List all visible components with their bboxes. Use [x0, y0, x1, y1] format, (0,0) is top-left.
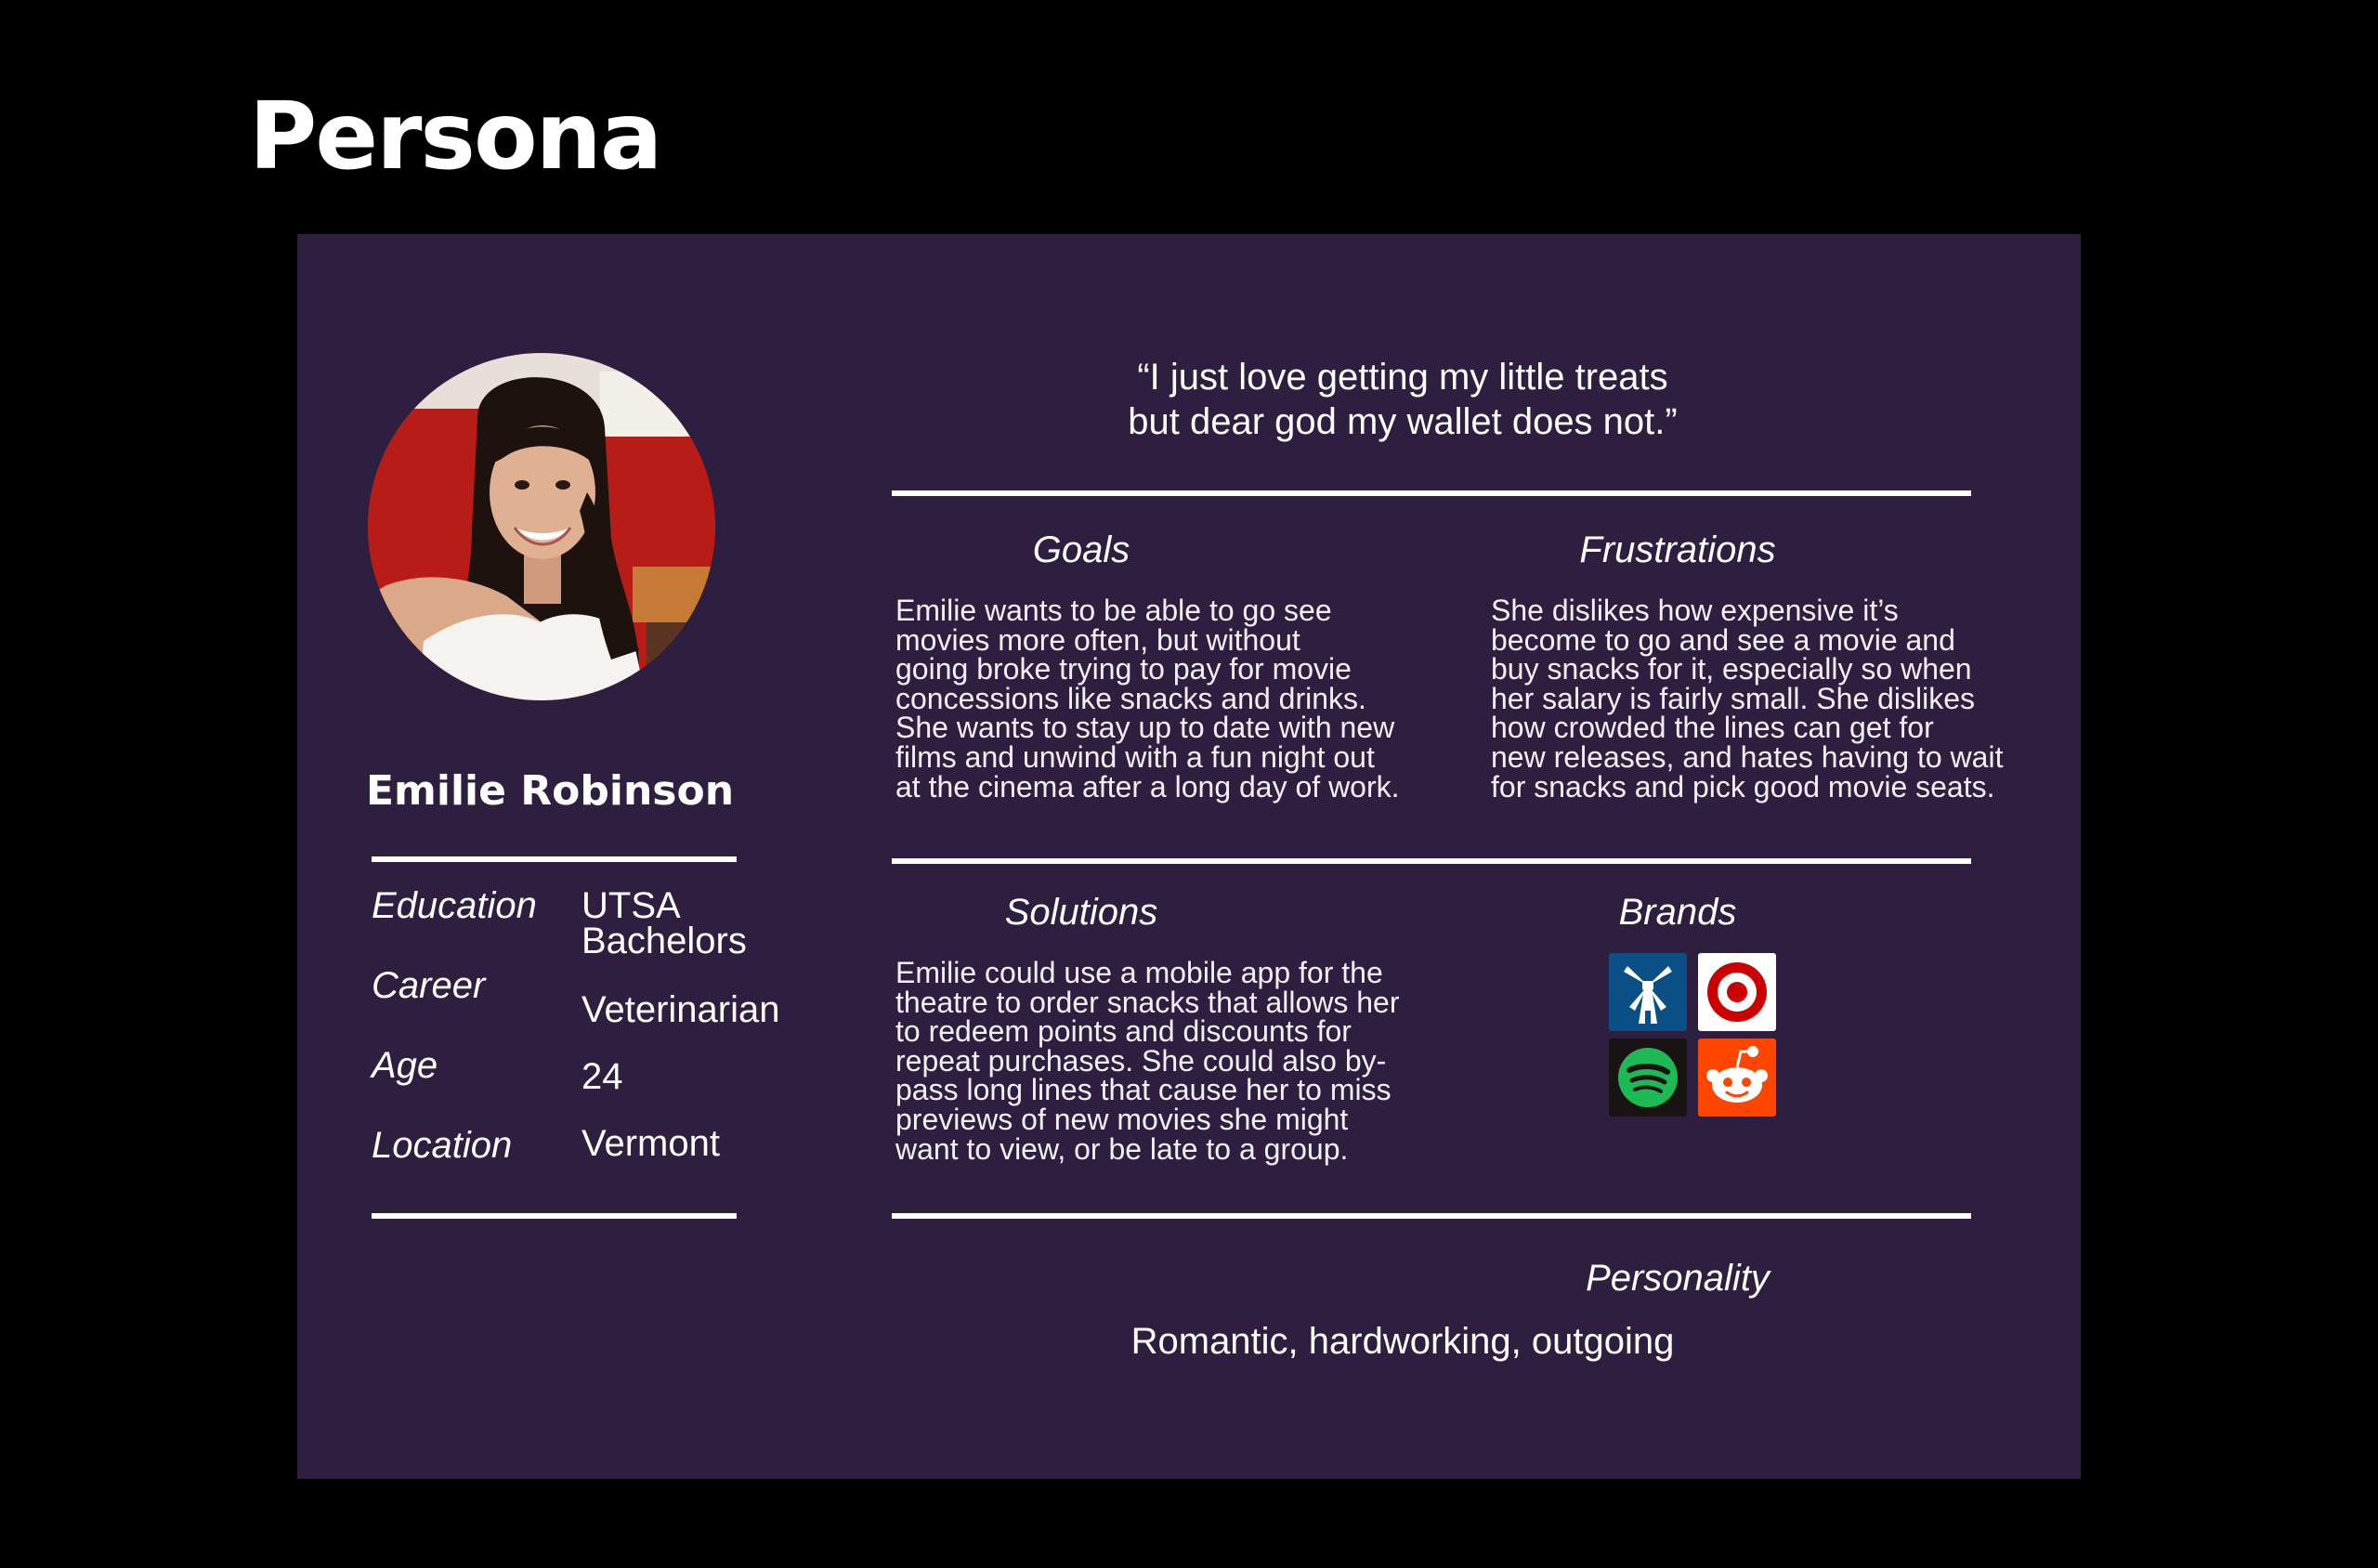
- reddit-icon: [1698, 1039, 1776, 1117]
- persona-name: Emilie Robinson: [365, 767, 735, 815]
- frustrations-line: new releases, and hates having to wait: [1491, 739, 2004, 774]
- frustrations-line: for snacks and pick good movie seats.: [1491, 769, 1995, 804]
- target-icon: [1698, 953, 1776, 1031]
- goals-line: going broke trying to pay for movie: [895, 652, 1352, 686]
- quote-line: “I just love getting my little treats: [1137, 357, 1668, 398]
- page-title: Persona: [249, 82, 661, 190]
- goals-line: movies more often, but without: [895, 622, 1300, 657]
- detail-value-education-line1: UTSA: [581, 885, 681, 926]
- solutions-line: previews of new movies she might: [895, 1102, 1349, 1136]
- frustrations-text: [1491, 596, 2003, 802]
- goals-text: [895, 596, 1400, 802]
- goals-line: films and unwind with a fun night out: [895, 739, 1375, 774]
- frustrations-line: She dislikes how expensive it’s: [1491, 594, 1899, 627]
- profile-photo-illustration: [368, 353, 715, 700]
- detail-value-location: Vermont: [581, 1123, 720, 1164]
- solutions-title: Solutions: [1004, 892, 1158, 933]
- divider: [372, 1213, 737, 1219]
- frustrations-line: become to go and see a movie and: [1491, 622, 1955, 657]
- dutch-bros-icon: [1609, 953, 1687, 1031]
- solutions-text: [895, 956, 1400, 1166]
- detail-value-education-line2: Bachelors: [581, 921, 747, 961]
- frustrations-title: Frustrations: [1579, 529, 1776, 570]
- goals-line: She wants to stay up to date with new: [895, 711, 1395, 745]
- goals-title: Goals: [1032, 529, 1130, 570]
- divider: [372, 856, 737, 862]
- persona-card: [297, 234, 2081, 1479]
- solutions-line: theatre to order snacks that allows her: [895, 985, 1400, 1019]
- frustrations-line: her salary is fairly small. She dislikes: [1491, 681, 1976, 715]
- solutions-line: repeat purchases. She could also by-: [895, 1043, 1387, 1078]
- detail-label-age: Age: [372, 1045, 438, 1086]
- solutions-line: want to view, or be late to a group.: [895, 1131, 1349, 1166]
- divider: [892, 1213, 1971, 1219]
- personality-value: Romantic, hardworking, outgoing: [1130, 1321, 1675, 1362]
- solutions-line: pass long lines that cause her to miss: [895, 1073, 1392, 1107]
- quote-line: but dear god my wallet does not.”: [1128, 401, 1678, 442]
- goals-line: at the cinema after a long day of work.: [895, 769, 1400, 804]
- detail-value-age: 24: [581, 1056, 623, 1097]
- goals-line: concessions like snacks and drinks.: [895, 681, 1366, 715]
- divider: [892, 858, 1971, 864]
- persona-quote: [892, 355, 1914, 444]
- profile-photo: [368, 353, 715, 700]
- frustrations-line: buy snacks for it, especially so when: [1491, 652, 1972, 686]
- solutions-line: to redeem points and discounts for: [895, 1014, 1352, 1049]
- detail-label-education: Education: [372, 885, 537, 926]
- goals-line: Emilie wants to be able to go see: [895, 594, 1332, 627]
- detail-label-location: Location: [372, 1125, 513, 1166]
- detail-value-career: Veterinarian: [581, 989, 780, 1030]
- frustrations-line: how crowded the lines can get for: [1491, 711, 1934, 745]
- solutions-line: Emilie could use a mobile app for the: [895, 956, 1383, 989]
- divider: [892, 490, 1971, 496]
- spotify-icon: [1609, 1039, 1687, 1117]
- brands-title: Brands: [1618, 892, 1737, 933]
- detail-label-career: Career: [372, 965, 486, 1006]
- personality-title: Personality: [1586, 1258, 1770, 1299]
